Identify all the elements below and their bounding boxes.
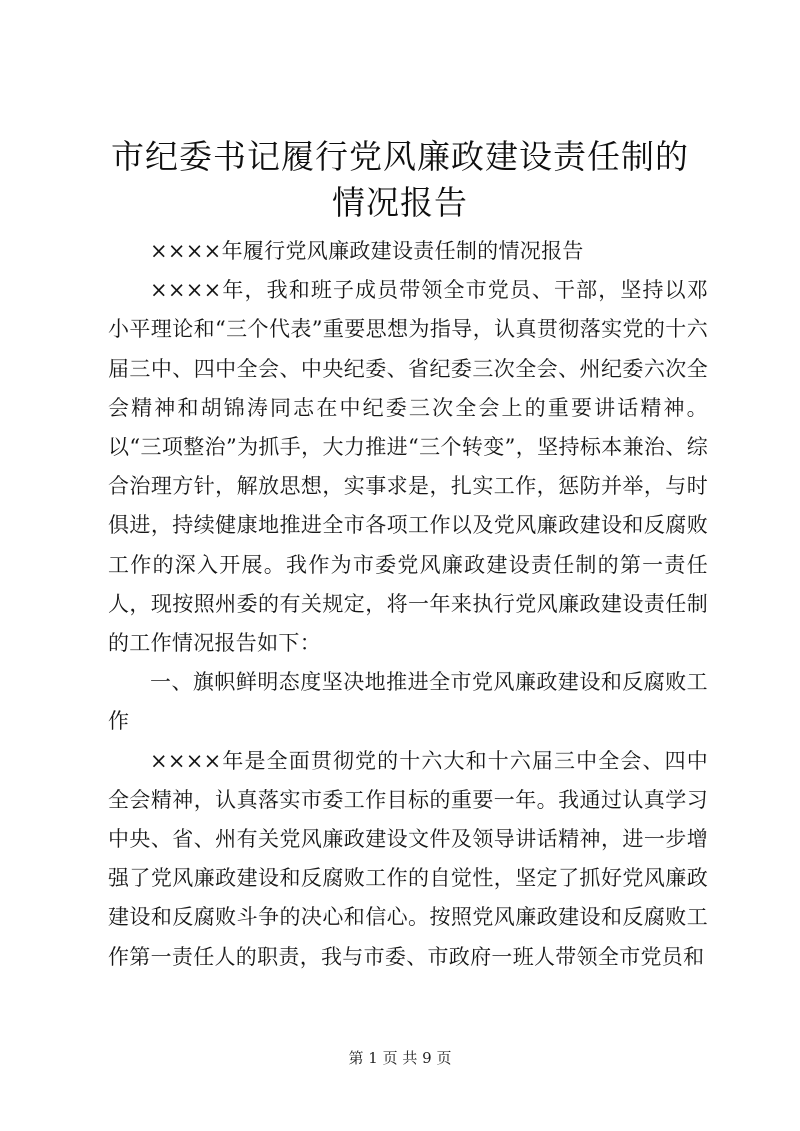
page-number-footer: 第 1 页 共 9 页 [348,1049,452,1067]
section-body-paragraph: ××××年是全面贯彻党的十六大和十六届三中全会、四中全会精神，认真落实市委工作目标的重要一年。我通过认真学习中央、省、州有关党风廉政建设文件及领导讲话精神，进一步增强了党风廉政建设和反腐败工作的自觉性，坚定了抓好党风廉政建设和反腐败斗争的决心和信心。按照党风廉政建设和反腐败工作第一责任人的职责，我与市委、市政府一班人带领全市党员和 [108,748,708,969]
document-body [108,232,708,977]
document-title: 市纪委书记履行党风廉政建设责任制的情况报告 [111,137,689,222]
report-subtitle-paragraph: ××××年履行党风廉政建设责任制的情况报告 [150,239,584,263]
intro-paragraph: ××××年，我和班子成员带领全市党员、干部，坚持以邓小平理论和“三个代表”重要思想为指导，认真贯彻落实党的十六届三中、四中全会、中央纪委、省纪委三次全会、州纪委六次全会精神和胡锦涛同志在中纪委三次全会上的重要讲话精神。以“三项整治”为抓手，大力推进“三个转变”，坚持标本兼治、综合治理方针，解放思想，实事求是，扎实工作，惩防并举，与时俱进，持续健康地推进全市各项工作以及党风廉政建设和反腐败工作的深入开展。我作为市委党风廉政建设责任制的第一责任人，现按照州委的有关规定，将一年来执行党风廉政建设责任制的工作情况报告如下： [108,278,708,656]
section-heading-paragraph: 一、旗帜鲜明态度坚决地推进全市党风廉政建设和反腐败工作 [108,670,708,734]
